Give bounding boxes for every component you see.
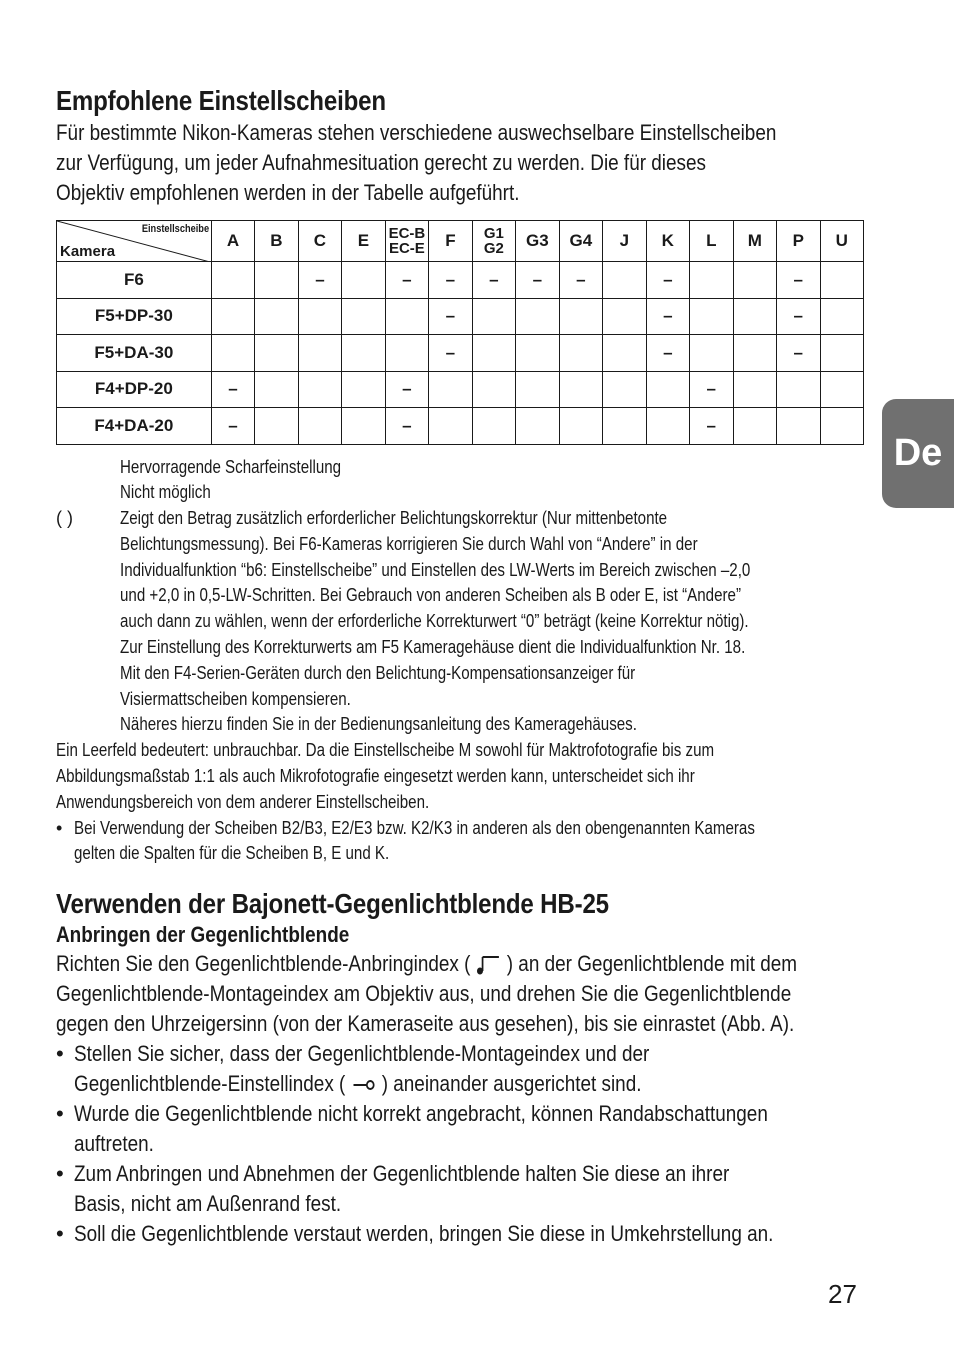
legend-text: Hervorragende Scharfeinstellung (120, 456, 342, 477)
col-header: G3 (516, 221, 559, 262)
bullet-line: Wurde die Gegenlichtblende nicht korrekt angebracht, können Randabschattungen (74, 1101, 768, 1127)
table-cell (472, 298, 515, 335)
table-cell (690, 298, 733, 335)
col-header: F (429, 221, 472, 262)
table-cell (255, 262, 298, 299)
screen-bullet-note (56, 816, 868, 868)
table-cell (298, 408, 341, 445)
table-cell: – (777, 262, 820, 299)
intro-paragraph (56, 118, 868, 208)
text-fragment: ) aneinander ausgerichtet sind. (381, 1071, 642, 1097)
subsection-title-attach: Anbringen der Gegenlichtblende (56, 922, 350, 948)
table-cell (820, 371, 864, 408)
table-cell (559, 335, 602, 372)
col-header: K (646, 221, 689, 262)
note-line: auch dann zu wählen, wenn der erforderliche Korrekturwert “0” beträgt (keine Korrektur nötig). (120, 611, 749, 632)
paragraph-line: Gegenlichtblende-Montageindex am Objektiv aus, und drehen Sie die Gegenlichtblende (56, 981, 792, 1007)
hood-attachment-index-icon (476, 954, 502, 976)
col-header-top: G1 (483, 225, 504, 242)
col-header-top: EC-B (388, 225, 426, 242)
table-cell (255, 298, 298, 335)
table-cell (733, 408, 776, 445)
table-cell (646, 408, 689, 445)
table-cell (429, 408, 472, 445)
intro-line: zur Verfügung, um jeder Aufnahmesituation gerecht zu werden. Die für dieses (56, 150, 706, 175)
table-cell (603, 298, 646, 335)
note-line: Abbildungsmaßstab 1:1 als auch Mikrofotografie eingesetzt werden kann, unterscheidet sich ihr (56, 766, 695, 787)
camera-cell: F5+DP-30 (57, 298, 212, 335)
bullet-dot: • (56, 1101, 64, 1127)
section-hood (56, 887, 868, 1249)
table-cell (559, 408, 602, 445)
text-fragment: Richten Sie den Gegenlichtblende-Anbringindex ( (56, 951, 471, 977)
table-cell (298, 335, 341, 372)
table-cell (646, 371, 689, 408)
intro-line: Für bestimmte Nikon-Kameras stehen verschiedene auswechselbare Einstellscheiben (56, 120, 777, 145)
col-header: E (342, 221, 385, 262)
legend-symbol-blank (56, 480, 120, 506)
note-line: und +2,0 in 0,5-LW-Schritten. Bei Gebrauch von anderen Scheiben als B oder E, ist “Andere” (120, 585, 741, 606)
table-cell (820, 335, 864, 372)
intro-line: Objektiv empfohlenen werden in der Tabelle aufgeführt. (56, 180, 520, 205)
table-cell (298, 298, 341, 335)
table-cell: – (385, 371, 428, 408)
table-cell (472, 335, 515, 372)
table-cell (298, 371, 341, 408)
table-cell (472, 371, 515, 408)
camera-cell: F4+DP-20 (57, 371, 212, 408)
table-row (57, 408, 864, 445)
table-cell (603, 408, 646, 445)
col-header: P (777, 221, 820, 262)
table-header-row (57, 221, 864, 262)
empty-field-note (56, 738, 868, 815)
note-line: Zeigt den Betrag zusätzlich erforderlicher Belichtungskorrektur (Nur mittenbetonte (120, 508, 668, 529)
table-cell: – (646, 262, 689, 299)
table-cell (690, 335, 733, 372)
note-line: Individualfunktion “b6: Einstellscheibe” und Einstellen des LW-Werts im Bereich zwischen –2,0 (120, 559, 751, 580)
legend-paren-key: ( ) (56, 508, 73, 529)
bullet-line: Basis, nicht am Außenrand fest. (74, 1191, 342, 1217)
section-title-screens: Empfohlene Einstellscheiben (56, 85, 386, 116)
col-header: A (211, 221, 254, 262)
focusing-screen-table (56, 220, 864, 445)
col-header: L (690, 221, 733, 262)
col-header-ecb (385, 221, 428, 262)
table-cell (385, 335, 428, 372)
table-cell: – (646, 335, 689, 372)
table-notes (56, 455, 868, 868)
table-cell (733, 262, 776, 299)
col-header-g1 (472, 221, 515, 262)
table-cell: – (559, 262, 602, 299)
bullet-dot: • (56, 817, 63, 838)
table-body (57, 262, 864, 445)
table-row (57, 262, 864, 299)
bullet-line: Stellen Sie sicher, dass der Gegenlichtblende-Montageindex und der (74, 1041, 650, 1067)
hood-bullet-2 (56, 1099, 868, 1159)
table-cell: – (429, 335, 472, 372)
table-cell (211, 298, 254, 335)
table-cell (342, 408, 385, 445)
table-cell: – (429, 298, 472, 335)
legend-excellent (56, 455, 868, 481)
bullet-dot: • (56, 1221, 64, 1247)
table-cell: – (472, 262, 515, 299)
table-cell (516, 408, 559, 445)
table-cell (255, 335, 298, 372)
text-fragment: Gegenlichtblende-Einstellindex ( (74, 1071, 346, 1097)
legend-parentheses (56, 506, 868, 738)
bullet-line: Soll die Gegenlichtblende verstaut werden, bringen Sie diese in Umkehrstellung an. (74, 1221, 774, 1247)
attach-paragraph (56, 949, 868, 1249)
table-cell (777, 371, 820, 408)
table-cell: – (690, 371, 733, 408)
note-line: Zur Einstellung des Korrekturwerts am F5 Kameragehäuse dient die Individualfunktion Nr. 18. (120, 637, 746, 658)
table-cell (516, 371, 559, 408)
table-cell (603, 262, 646, 299)
table-cell: – (777, 298, 820, 335)
table-cell: – (690, 408, 733, 445)
table-cell: – (298, 262, 341, 299)
table-cell (342, 262, 385, 299)
table-cell (820, 408, 864, 445)
table-cell (820, 298, 864, 335)
bullet-dot: • (56, 1161, 64, 1187)
note-line: Mit den F4-Serien-Geräten durch den Belichtung-Kompensationsanzeiger für (120, 662, 636, 683)
page-content (56, 84, 868, 1249)
table-cell (342, 298, 385, 335)
table-cell (255, 408, 298, 445)
note-line: Bei Verwendung der Scheiben B2/B3, E2/E3 bzw. K2/K3 in anderen als den obengenannten Kameras (74, 817, 755, 838)
table-cell: – (211, 408, 254, 445)
note-line: Näheres hierzu finden Sie in der Bedienungsanleitung des Kameragehäuses. (120, 714, 637, 735)
table-cell (211, 262, 254, 299)
table-cell (342, 335, 385, 372)
col-header: J (603, 221, 646, 262)
table-cell: – (646, 298, 689, 335)
bullet-line: Zum Anbringen und Abnehmen der Gegenlichtblende halten Sie diese an ihrer (74, 1161, 730, 1187)
camera-cell: F5+DA-30 (57, 335, 212, 372)
table-cell (733, 371, 776, 408)
col-header: B (255, 221, 298, 262)
legend-text: Nicht möglich (120, 482, 211, 503)
bullet-line (74, 1069, 757, 1099)
table-cell (211, 335, 254, 372)
table-cell: – (429, 262, 472, 299)
table-cell (472, 408, 515, 445)
table-cell (429, 371, 472, 408)
language-tab-de[interactable]: De (882, 399, 954, 508)
table-cell (733, 335, 776, 372)
table-corner-cell (57, 221, 212, 262)
table-row (57, 298, 864, 335)
corner-label-camera: Kamera (60, 243, 116, 260)
col-header: U (820, 221, 864, 262)
note-line: Ein Leerfeld bedeutert: unbrauchbar. Da die Einstellscheibe M sowohl für Maktrofotografie bis zum (56, 740, 715, 761)
table-cell (559, 298, 602, 335)
hood-bullet-1 (56, 1039, 868, 1099)
bullet-dot: • (56, 1041, 64, 1067)
table-cell: – (777, 335, 820, 372)
col-header: M (733, 221, 776, 262)
hood-bullet-3 (56, 1159, 868, 1219)
table-cell: – (211, 371, 254, 408)
table-cell (255, 371, 298, 408)
table-cell (777, 408, 820, 445)
paragraph-line: gegen den Uhrzeigersinn (von der Kameraseite aus gesehen), bis sie einrastet (Abb. A). (56, 1011, 795, 1037)
note-line: Anwendungsbereich von dem anderer Einstellscheiben. (56, 791, 430, 812)
corner-label-screen: Einstellscheibe (141, 223, 209, 235)
section-title-hood: Verwenden der Bajonett-Gegenlichtblende HB-25 (56, 888, 609, 920)
table-cell: – (516, 262, 559, 299)
col-header: C (298, 221, 341, 262)
camera-cell: F4+DA-20 (57, 408, 212, 445)
table-cell (559, 371, 602, 408)
col-header-bottom: EC-E (388, 240, 425, 257)
note-line: gelten die Spalten für die Scheiben B, E und K. (74, 843, 390, 864)
table-row (57, 371, 864, 408)
legend-not-possible (56, 480, 868, 506)
table-cell (603, 371, 646, 408)
paragraph-line (56, 949, 798, 979)
table-cell (690, 262, 733, 299)
table-cell (603, 335, 646, 372)
table-cell (516, 335, 559, 372)
table-row (57, 335, 864, 372)
hood-setting-index-icon (351, 1077, 377, 1093)
legend-paren-text (120, 506, 870, 738)
col-header: G4 (559, 221, 602, 262)
text-fragment: ) an der Gegenlichtblende mit dem (506, 951, 798, 977)
table-cell (733, 298, 776, 335)
hood-bullet-4 (56, 1219, 868, 1249)
table-cell (385, 298, 428, 335)
table-cell (820, 262, 864, 299)
table-cell (342, 371, 385, 408)
camera-cell: F6 (57, 262, 212, 299)
col-header-bottom: G2 (483, 240, 504, 257)
legend-symbol-blank (56, 455, 120, 481)
note-line: Visiermattscheiben kompensieren. (120, 688, 351, 709)
note-line: Belichtungsmessung). Bei F6-Kameras korrigieren Sie durch Wahl von “Andere” in der (120, 533, 698, 554)
table-cell (516, 298, 559, 335)
table-cell: – (385, 408, 428, 445)
table-cell: – (385, 262, 428, 299)
page-number: 27 (828, 1279, 857, 1309)
bullet-line: auftreten. (74, 1131, 154, 1157)
